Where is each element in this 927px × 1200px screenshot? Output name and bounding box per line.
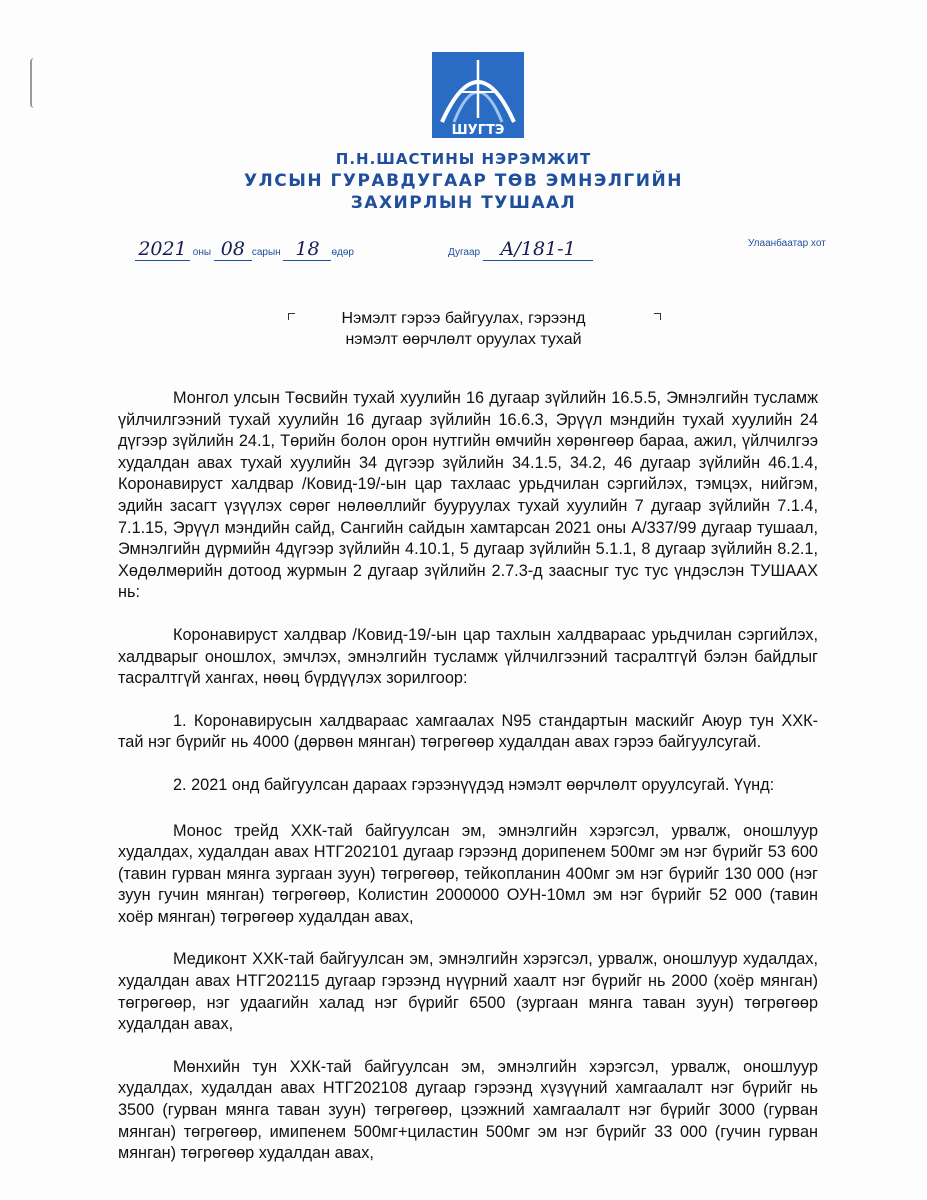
binder-punch-mark — [30, 58, 40, 108]
number-label: Дугаар — [448, 247, 481, 258]
date-month: 08 — [214, 238, 252, 261]
logo-text: ШУГТЭ — [451, 123, 505, 138]
hospital-name-line2: УЛСЫН ГУРАВДУГААР ТӨВ ЭМНЭЛГИЙН — [244, 171, 683, 191]
hospital-name-line1: П.Н.ШАСТИНЫ НЭРЭМЖИТ — [335, 150, 592, 168]
order-body — [118, 388, 818, 1186]
subject-line2: нэмэлт өөрчлөлт оруулах тухай — [345, 331, 582, 348]
purpose-paragraph: Коронавируст халдвар /Ковид-19/-ын цар тахлын халдвараас урьдчилан сэргийлэх, халдварыг оношлох, эмчлэх, эмнэлгийн тусламж үйлчилгээний тасралтгүй бэлэн байдлыг тасралтгүй хангах, нөөц бүрдүүлэх зорилгоор: — [118, 625, 818, 688]
city-label: Улаанбаатар хот — [748, 238, 826, 249]
date-year: 2021 — [135, 238, 190, 261]
hospital-logo — [432, 52, 524, 138]
document-type-title: ЗАХИРЛЫН ТУШААЛ — [350, 193, 577, 213]
month-label: сарын — [251, 247, 281, 258]
subject-block — [0, 308, 927, 350]
order-number-line — [448, 238, 593, 261]
order-item-1: 1. Коронавирусын халдвараас хамгаалах N95 стандартын маскийг Аюур тун ХХК-тай нэг бүрийг нь 4000 (дөрвөн мянган) төгрөгөөр худалдан авах гэрээ байгуулсугай. — [118, 711, 818, 752]
date-day: 18 — [283, 238, 331, 261]
order-number: А/181-1 — [483, 238, 593, 261]
contract-amendment-monos: Монос трейд ХХК-тай байгуулсан эм, эмнэлгийн хэрэгсэл, урвалж, оношлуур худалдах, худалдан авах НТГ202101 дугаар гэрээнд дорипенем 500мг эм нэг бүрийг 53 600 (тавин гурван мянга зургаан зуун) төгрөгөөр, тейкопланин 400мг эм нэг бүрийг 130 000 (нэг зуун гучин мянган) төгрөгөөр, Колистин 2000000 ОУН-10мл эм нэг бүрийг 52 000 (тавин хоёр мянган) төгрөгөөр худалдан авах, — [118, 821, 818, 926]
date-line — [135, 238, 354, 261]
legal-basis-paragraph: Монгол улсын Төсвийн тухай хуулийн 16 дугаар зүйлийн 16.5.5, Эмнэлгийн тусламж үйлчилгээний тухай хуулийн 16 дугаар зүйлийн 16.6.3, Эрүүл мэндийн тухай хуулийн 24 дүгээр зүйлийн 24.1, Төрийн болон орон нутгийн өмчийн хөрөнгөөр бараа, ажил, үйлчилгээ худалдан авах тухай хуулийн 34 дүгээр зүйлийн 34.1.5, 34.2, 46 дугаар зүйлийн 46.1.4, Коронавируст халдвар /Ковид-19/-ын цар тахлаас урьдчилан сэргийлэх, тэмцэх, нийгэм, эдийн засагт үзүүлэх сөрөг нөлөөллийг бууруулах тухай хуулийн 7 дугаар зүйлийн 7.1.4, 7.1.15, Эрүүл мэндийн сайд, Сангийн сайдын хамтарсан 2021 оны А/337/99 дугаар тушаал, Эмнэлгийн дүрмийн 4дүгээр зүйлийн 4.10.1, 5 дугаар зүйлийн 5.1.1, 8 дугаар зүйлийн 8.2.1, Хөдөлмөрийн дотоод журмын 2 дугаар зүйлийн 2.7.3-д заасныг тус тус үндэслэн ТУШААХ нь: — [118, 389, 818, 602]
order-item-2: 2. 2021 онд байгуулсан дараах гэрээнүүдэд нэмэлт өөрчлөлт оруулсугай. Үүнд: — [173, 775, 775, 794]
contract-amendment-medikont: Медиконт ХХК-тай байгуулсан эм, эмнэлгийн хэрэгсэл, урвалж, оношлуур худалдах, худалдан авах НТГ202115 дугаар гэрээнд нүүрний хаалт нэг бүрийг нь 2000 (хоёр мянган) төгрөгөөр, нэг удаагийн халад нэг бүрийг 6500 (зургаан мянга таван зуун) төгрөгөөр худалдан авах, — [118, 950, 818, 1034]
contract-amendment-munkhiin-tun: Мөнхийн тун ХХК-тай байгуулсан эм, эмнэлгийн хэрэгсэл, урвалж, оношлуур худалдах, худалдан авах НТГ202108 дугаар гэрээнд хүзүүний хамгаалалт нэг бүрийг нь 3500 (гурван мянга таван зуун) төгрөгөөр, цээжний хамгаалалт нэг бүрийг 3000 (гурван мянган) төгрөгөөр, имипенем 500мг+циластин 500мг эм нэг бүрийг 33 000 (гучин гурван мянган) төгрөгөөр худалдан авах, — [118, 1057, 818, 1163]
year-label: оны — [192, 247, 212, 258]
subject-line1: Нэмэлт гэрээ байгуулах, гэрээнд — [341, 310, 586, 327]
day-label: өдөр — [331, 247, 354, 258]
